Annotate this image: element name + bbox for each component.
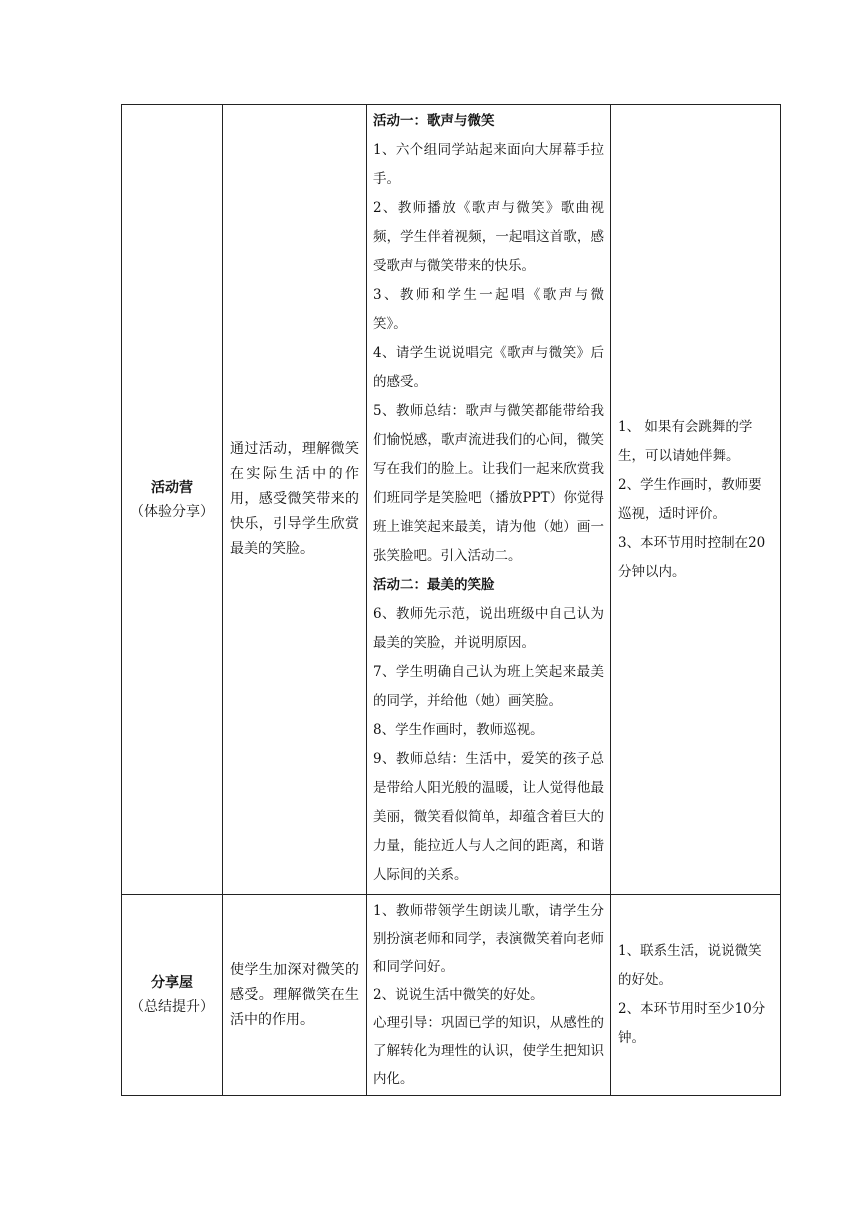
stage-name: 分享屋 bbox=[151, 975, 193, 991]
note-item: 3、本环节用时控制在20分钟以内。 bbox=[618, 534, 766, 580]
activity-item: 2、教师播放《歌声与微笑》歌曲视频，学生伴着视频，一起唱这首歌，感受歌声与微笑带来的快乐。 bbox=[373, 200, 604, 274]
stage-cell bbox=[122, 895, 223, 1096]
note-item: 2、本环节用时至少10分钟。 bbox=[618, 1001, 766, 1046]
goal-cell: 通过活动，理解微笑在实际生活中的作用，感受微笑带来的快乐，引导学生欣赏最美的笑脸。 bbox=[223, 105, 367, 895]
stage-cell bbox=[122, 105, 223, 895]
note-item: 2、学生作画时，教师要巡视，适时评价。 bbox=[618, 476, 762, 522]
note-item: 1、 如果有会跳舞的学生，可以请她伴舞。 bbox=[618, 418, 753, 464]
activity-item: 1、六个组同学站起来面向大屏幕手拉手。 bbox=[373, 142, 604, 187]
stage-subtitle: （总结提升） bbox=[130, 999, 214, 1015]
goal-cell: 使学生加深对微笑的感受。理解微笑在生活中的作用。 bbox=[223, 895, 367, 1096]
activity-item: 心理引导：巩固已学的知识，从感性的了解转化为理性的认识，使学生把知识内化。 bbox=[373, 1015, 604, 1087]
table-row bbox=[122, 105, 781, 895]
activity-item: 5、教师总结：歌声与微笑都能带给我们愉悦感，歌声流进我们的心间，微笑写在我们的脸上。让我们一起来欣赏我们班同学是笑脸吧（播放PPT）你觉得班上谁笑起来最美，请为他（她）画一张笑脸吧。引入活动二。 bbox=[373, 403, 604, 564]
activities-cell bbox=[367, 895, 611, 1096]
activity-item: 6、教师先示范，说出班级中自己认为最美的笑脸，并说明原因。 bbox=[373, 606, 604, 651]
activity-title: 活动二：最美的笑脸 bbox=[373, 577, 495, 593]
note-item: 1、联系生活，说说微笑的好处。 bbox=[618, 943, 762, 988]
stage-subtitle: （体验分享） bbox=[130, 503, 214, 520]
activity-item: 3、教师和学生一起唱《歌声与微笑》。 bbox=[373, 287, 604, 332]
activity-title: 活动一：歌声与微笑 bbox=[373, 113, 495, 129]
stage-name: 活动营 bbox=[151, 479, 193, 496]
activity-item: 4、请学生说说唱完《歌声与微笑》后的感受。 bbox=[373, 345, 604, 390]
activity-item: 7、学生明确自己认为班上笑起来最美的同学，并给他（她）画笑脸。 bbox=[373, 664, 604, 709]
activity-item: 1、教师带领学生朗读儿歌，请学生分别扮演老师和同学，表演微笑着向老师和同学问好。 bbox=[373, 903, 604, 975]
activities-cell bbox=[367, 105, 611, 895]
lesson-plan-table bbox=[121, 104, 781, 1096]
table-row bbox=[122, 895, 781, 1096]
activity-item: 9、教师总结：生活中，爱笑的孩子总是带给人阳光般的温暖，让人觉得他最美丽，微笑看似简单，却蕴含着巨大的力量，能拉近人与人之间的距离，和谐人际间的关系。 bbox=[373, 751, 604, 883]
notes-cell bbox=[611, 895, 781, 1096]
activity-item: 2、说说生活中微笑的好处。 bbox=[373, 987, 544, 1003]
notes-cell bbox=[611, 105, 781, 895]
activity-item: 8、学生作画时，教师巡视。 bbox=[373, 722, 544, 738]
